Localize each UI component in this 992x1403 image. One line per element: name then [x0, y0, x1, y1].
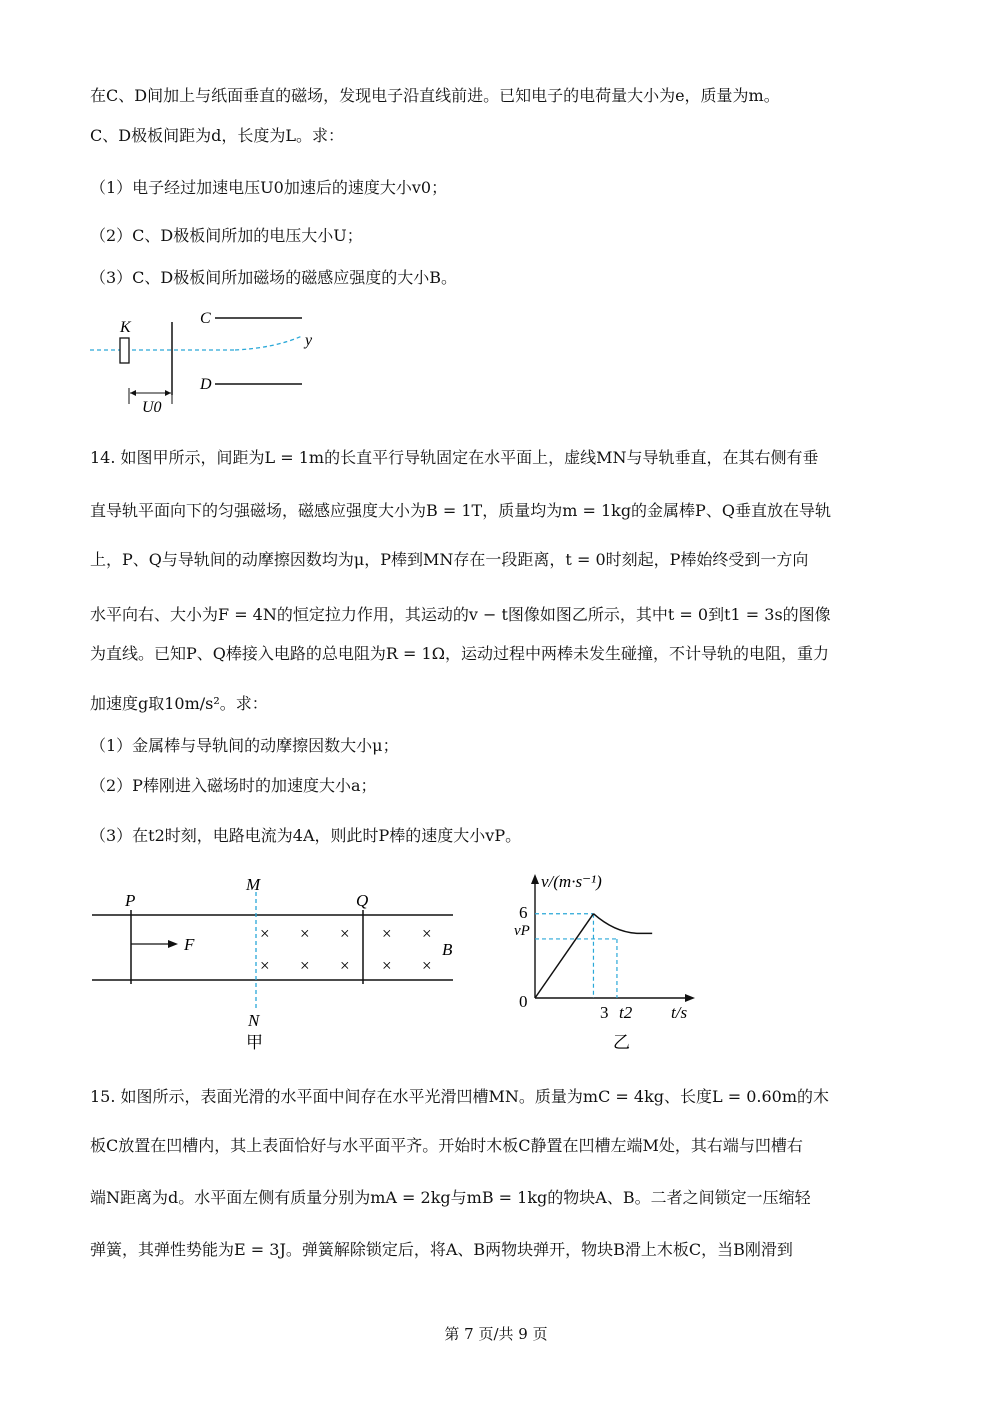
- x-tick-label-3: 3: [600, 1003, 609, 1022]
- field-x: ×: [260, 956, 270, 975]
- q15-line-1: 15. 如图所示，表面光滑的水平面中间存在水平光滑凹槽MN。质量为mC = 4kg、长度L = 0.60m的木: [90, 1087, 830, 1106]
- q14-line-6: 加速度g取10m/s²。求：: [90, 694, 268, 713]
- q13-label-y: y: [305, 332, 313, 349]
- y-tick-label-vp: vP: [514, 923, 530, 939]
- y-tick-label-6: 6: [519, 903, 528, 922]
- q14-subquestion-1: （1）金属棒与导轨间的动摩擦因数大小μ；: [90, 736, 399, 755]
- guide-lines: [535, 914, 617, 998]
- q13-subquestion-3: （3）C、D极板间所加磁场的磁感应强度的大小B。: [90, 268, 458, 287]
- page-footer: 第 7 页/共 9 页: [444, 1325, 548, 1343]
- field-x: ×: [422, 924, 432, 943]
- q14-subquestion-3: （3）在t2时刻，电路电流为4A，则此时P棒的速度大小vP。: [90, 826, 522, 845]
- label-f: F: [184, 935, 195, 954]
- x-tick-label-t2: t2: [619, 1003, 633, 1022]
- field-x: ×: [340, 956, 350, 975]
- field-x: ×: [300, 956, 310, 975]
- q13-intro-line-2: C、D极板间距为d，长度为L。求：: [90, 126, 344, 145]
- q13-cathode-k: [120, 338, 129, 363]
- y-axis-label: v/(m·s⁻¹): [541, 872, 602, 891]
- q15-line-4: 弹簧，其弹性势能为E = 3J。弹簧解除锁定后，将A、B两物块弹开，物块B滑上木板C，当B刚滑到: [90, 1240, 793, 1259]
- field-x: ×: [340, 924, 350, 943]
- q15-line-2: 板C放置在凹槽内，其上表面恰好与水平面平齐。开始时木板C静置在凹槽左端M处，其右端与凹槽右: [90, 1136, 803, 1155]
- q14-line-2: 直导轨平面向下的匀强磁场，磁感应强度大小为B = 1T，质量均为m = 1kg的金属棒P、Q垂直放在导轨: [90, 501, 831, 520]
- x-axis-label: t/s: [671, 1003, 688, 1022]
- q14-subquestion-2: （2）P棒刚进入磁场时的加速度大小a；: [90, 776, 377, 795]
- q13-subquestion-1: （1）电子经过加速电压U0加速后的速度大小v0；: [90, 178, 448, 197]
- field-x: ×: [260, 924, 270, 943]
- q13-label-u0: U0: [142, 399, 162, 416]
- q13-label-k: K: [120, 319, 131, 336]
- q14-line-5: 为直线。已知P、Q棒接入电路的总电阻为R = 1Ω，运动过程中两棒未发生碰撞，不计导轨的电阻，重力: [90, 644, 829, 663]
- q14-line-3: 上，P、Q与导轨间的动摩擦因数均为μ，P棒到MN存在一段距离，t = 0时刻起，P棒始终受到一方向: [90, 550, 809, 569]
- label-q: Q: [356, 891, 369, 910]
- y-axis-arrow: [531, 874, 539, 884]
- series-line-linear-segment: [535, 914, 593, 998]
- q14-figure-jia: [88, 870, 468, 1055]
- q13-dimension-arrow-left: [130, 390, 136, 396]
- q13-dimension-arrow-right: [165, 390, 171, 396]
- force-arrow-head: [168, 940, 178, 948]
- field-x: ×: [382, 924, 392, 943]
- series-line-decay-segment: [593, 914, 652, 934]
- label-b: B: [442, 940, 453, 959]
- q13-label-c: C: [200, 310, 211, 327]
- q13-deflected-path: [235, 336, 302, 350]
- field-x: ×: [382, 956, 392, 975]
- q13-figure: [80, 300, 340, 425]
- q14-line-1: 14. 如图甲所示，间距为L = 1m的长直平行导轨固定在水平面上，虚线MN与导轨垂直，在其右侧有垂: [90, 448, 819, 467]
- label-m: M: [246, 875, 261, 894]
- figure-yi-caption: 乙: [613, 1033, 630, 1052]
- q14-line-4: 水平向右、大小为F = 4N的恒定拉力作用，其运动的v − t图像如图乙所示，其中t = 0到t1 = 3s的图像: [90, 605, 831, 624]
- field-x: ×: [422, 956, 432, 975]
- label-p: P: [125, 891, 136, 910]
- q15-line-3: 端N距离为d。水平面左侧有质量分别为mA = 2kg与mB = 1kg的物块A、B。二者之间锁定一压缩轻: [90, 1188, 811, 1207]
- x-axis-arrow: [685, 994, 695, 1002]
- label-n: N: [248, 1011, 260, 1030]
- figure-jia-caption: 甲: [246, 1033, 263, 1052]
- origin-label: 0: [519, 992, 528, 1011]
- q13-subquestion-2: （2）C、D极板间所加的电压大小U；: [90, 226, 363, 245]
- q13-label-d: D: [200, 376, 212, 393]
- field-x: ×: [300, 924, 310, 943]
- q14-figure-yi-vt-chart: [505, 868, 705, 1058]
- q13-intro-line-1: 在C、D间加上与纸面垂直的磁场，发现电子沿直线前进。已知电子的电荷量大小为e，质量为m。: [90, 86, 780, 105]
- magnetic-field-markers: [260, 924, 432, 975]
